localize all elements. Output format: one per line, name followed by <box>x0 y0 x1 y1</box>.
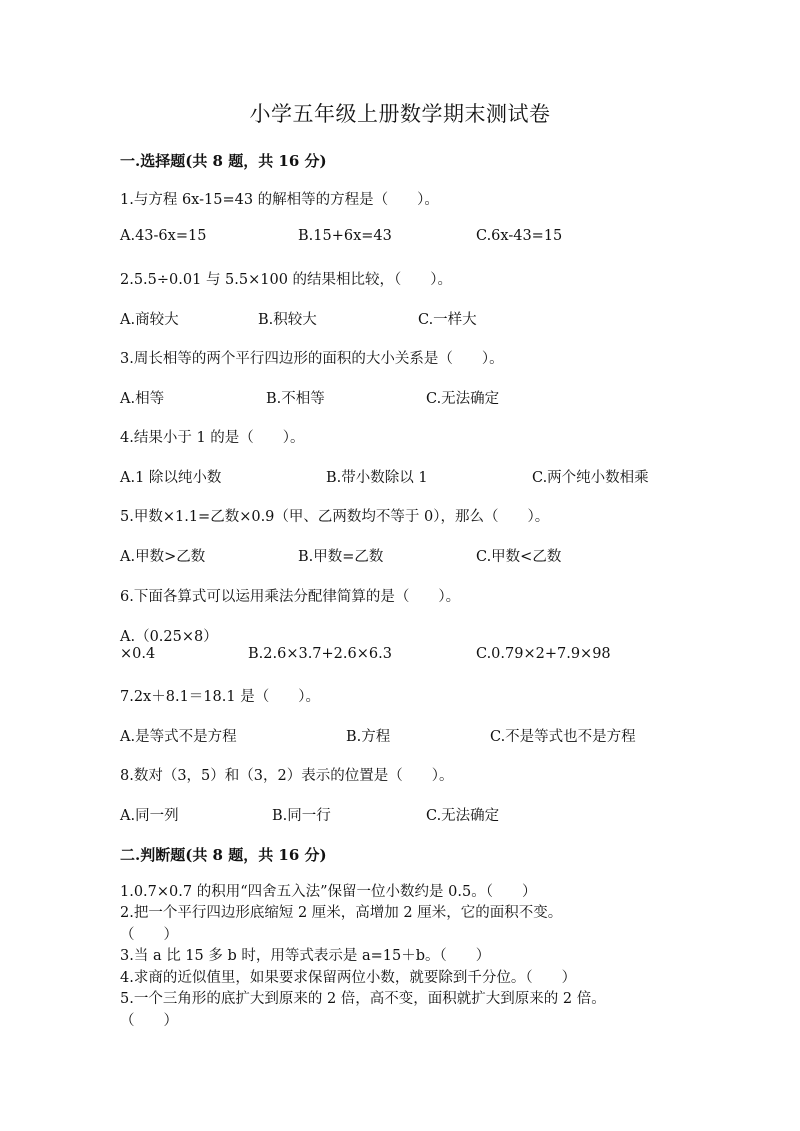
question-7: 7.2x＋8.1＝18.1 是（ ）。 <box>120 689 320 705</box>
q3-option-b: B.不相等 <box>266 391 325 407</box>
q8-option-a: A.同一列 <box>120 808 179 824</box>
tf-line-2-blank: （ ） <box>120 927 178 943</box>
q6-option-a-continued: ×0.4 <box>120 646 156 662</box>
q7-option-c: C.不是等式也不是方程 <box>490 729 636 745</box>
q4-option-b: B.带小数除以 1 <box>326 470 428 486</box>
question-5: 5.甲数×1.1=乙数×0.9（甲、乙两数均不等于 0），那么（ ）。 <box>120 509 550 525</box>
tf-line-5-blank: （ ） <box>120 1013 178 1029</box>
q7-option-a: A.是等式不是方程 <box>120 729 237 745</box>
q8-option-c: C.无法确定 <box>426 808 500 824</box>
tf-line-4: 4.求商的近似值里，如果要求保留两位小数，就要除到千分位。（ ） <box>120 970 577 986</box>
q5-option-b: B.甲数=乙数 <box>298 549 384 565</box>
question-2: 2.5.5÷0.01 与 5.5×100 的结果相比较，（ ）。 <box>120 272 453 288</box>
q3-option-a: A.相等 <box>120 391 165 407</box>
question-8: 8.数对（3，5）和（3，2）表示的位置是（ ）。 <box>120 768 454 784</box>
q4-option-c: C.两个纯小数相乘 <box>532 470 649 486</box>
q8-option-b: B.同一行 <box>272 808 331 824</box>
q3-option-c: C.无法确定 <box>426 391 500 407</box>
q6-option-a: A.（0.25×8） <box>120 629 218 645</box>
q5-option-c: C.甲数<乙数 <box>476 549 562 565</box>
tf-line-5: 5.一个三角形的底扩大到原来的 2 倍，高不变，面积就扩大到原来的 2 倍。 <box>120 991 606 1007</box>
q2-option-c: C.一样大 <box>418 312 477 328</box>
q1-option-a: A.43-6x=15 <box>120 228 207 244</box>
tf-line-1: 1.0.7×0.7 的积用“四舍五入法”保留一位小数约是 0.5。（ ） <box>120 884 537 900</box>
q7-option-b: B.方程 <box>346 729 391 745</box>
section-heading-choice: 一.选择题(共 8 题，共 16 分) <box>120 152 327 170</box>
q1-option-c: C.6x-43=15 <box>476 228 563 244</box>
q2-option-b: B.积较大 <box>258 312 317 328</box>
question-3: 3.周长相等的两个平行四边形的面积的大小关系是（ ）。 <box>120 351 504 367</box>
tf-line-3: 3.当 a 比 15 多 b 时，用等式表示是 a=15＋b。（ ） <box>120 948 491 964</box>
q6-option-b: B.2.6×3.7+2.6×6.3 <box>248 646 392 662</box>
q4-option-a: A.1 除以纯小数 <box>120 470 222 486</box>
question-1: 1.与方程 6x-15=43 的解相等的方程是（ ）。 <box>120 192 439 208</box>
q2-option-a: A.商较大 <box>120 312 179 328</box>
q1-option-b: B.15+6x=43 <box>298 228 392 244</box>
section-heading-true-false: 二.判断题(共 8 题，共 16 分) <box>120 846 327 864</box>
page-title: 小学五年级上册数学期末测试卷 <box>249 102 551 126</box>
tf-line-2: 2.把一个平行四边形底缩短 2 厘米，高增加 2 厘米，它的面积不变。 <box>120 905 563 921</box>
question-6: 6.下面各算式可以运用乘法分配律简算的是（ ）。 <box>120 589 461 605</box>
q6-option-c: C.0.79×2+7.9×98 <box>476 646 611 662</box>
question-4: 4.结果小于 1 的是（ ）。 <box>120 430 305 446</box>
q5-option-a: A.甲数>乙数 <box>120 549 206 565</box>
